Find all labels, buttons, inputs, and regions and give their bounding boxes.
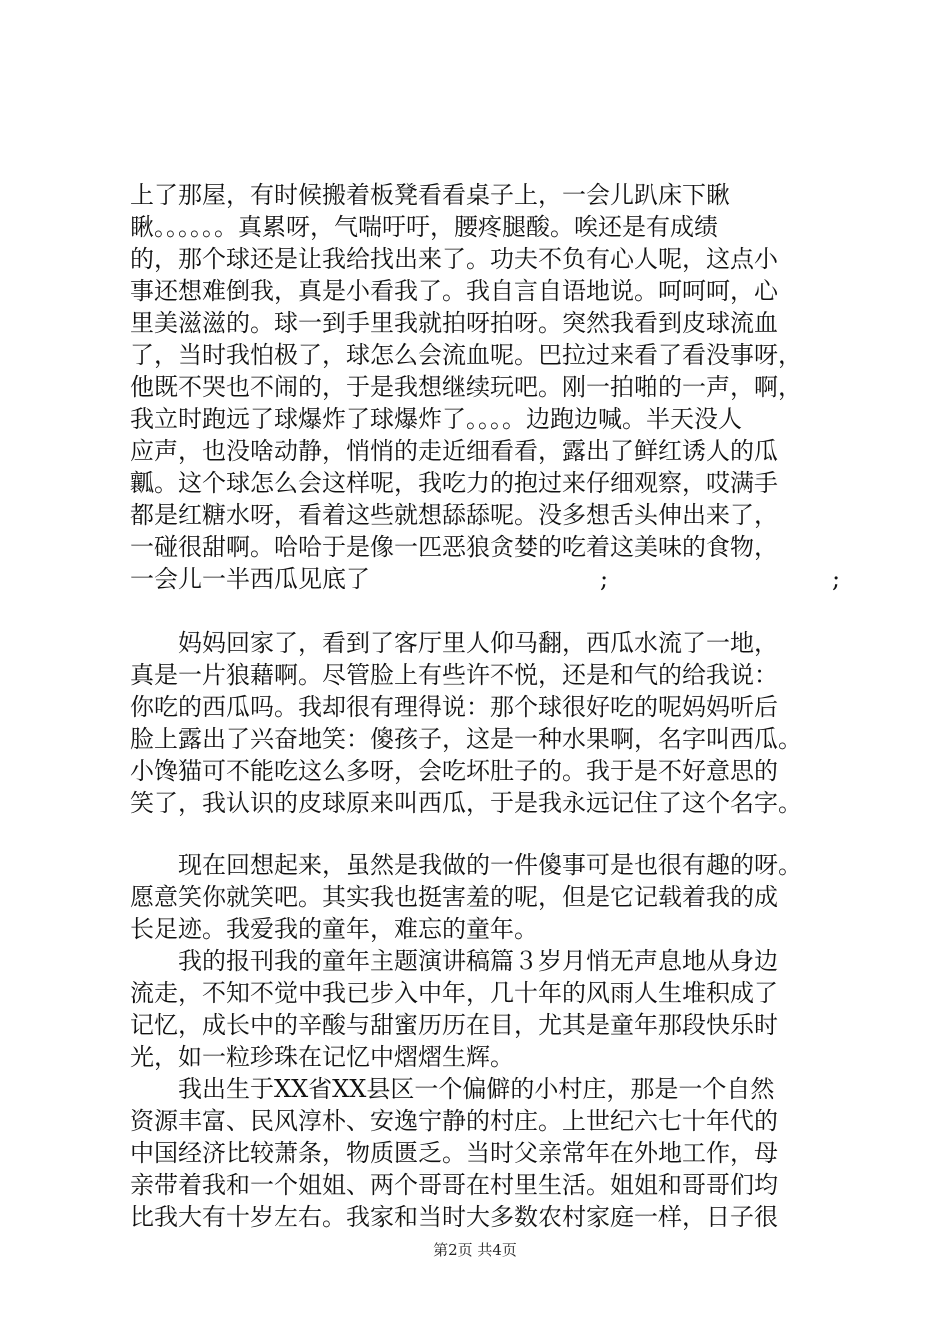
text-line: 的，那个球还是让我给找出来了。功夫不负有心人呢，这点小 bbox=[130, 245, 778, 273]
text-line: 笑了，我认识的皮球原来叫西瓜，于是我永远记住了这个名字。 bbox=[130, 789, 802, 817]
text-line: 你吃的西瓜吗。我却很有理得说：那个球很好吃的呢妈妈听后 bbox=[130, 693, 778, 721]
text-line: 中国经济比较萧条，物质匮乏。当时父亲常年在外地工作，母 bbox=[130, 1139, 778, 1167]
trailing-mark: ; bbox=[832, 565, 841, 593]
text-line: 我出生于XX省XX县区一个偏僻的小村庄，那是一个自然 bbox=[130, 1075, 775, 1103]
text-line: 瞅。。。。。。真累呀，气喘吁吁，腰疼腿酸。唉还是有成绩 bbox=[130, 213, 718, 241]
trailing-mark: ; bbox=[600, 565, 609, 593]
text-line: 资源丰富、民风淳朴、安逸宁静的村庄。上世纪六七十年代的 bbox=[130, 1107, 778, 1135]
text-line: 脸上露出了兴奋地笑：傻孩子，这是一种水果啊，名字叫西瓜。 bbox=[130, 725, 802, 753]
text-line: 一会儿一半西瓜见底了 bbox=[130, 565, 370, 593]
text-line: 应声，也没啥动静，悄悄的走近细看看，露出了鲜红诱人的瓜 bbox=[130, 437, 778, 465]
text-line: 比我大有十岁左右。我家和当时大多数农村家庭一样，日子很 bbox=[130, 1203, 778, 1231]
text-line: 我的报刊我的童年主题演讲稿篇３岁月悄无声息地从身边 bbox=[130, 947, 778, 975]
text-line: 长足迹。我爱我的童年，难忘的童年。 bbox=[130, 915, 538, 943]
text-line: 一碰很甜啊。哈哈于是像一匹恶狼贪婪的吃着这美味的食物， bbox=[130, 533, 778, 561]
text-line: 上了那屋，有时候搬着板凳看看桌子上，一会儿趴床下瞅 bbox=[130, 181, 730, 209]
text-line: 亲带着我和一个姐姐、两个哥哥在村里生活。姐姐和哥哥们均 bbox=[130, 1171, 778, 1199]
text-line: 现在回想起来，虽然是我做的一件傻事可是也很有趣的呀。 bbox=[130, 851, 802, 879]
text-line: 记忆，成长中的辛酸与甜蜜历历在目，尤其是童年那段快乐时 bbox=[130, 1011, 778, 1039]
text-line: 真是一片狼藉啊。尽管脸上有些许不悦，还是和气的给我说： bbox=[130, 661, 778, 689]
text-line: 事还想难倒我，真是小看我了。我自言自语地说。呵呵呵，心 bbox=[130, 277, 778, 305]
page-footer: 第2页 共4页 bbox=[433, 1241, 517, 1259]
text-line: 妈妈回家了，看到了客厅里人仰马翻，西瓜水流了一地， bbox=[130, 629, 778, 657]
text-line: 他既不哭也不闹的，于是我想继续玩吧。刚一拍啪的一声，啊， bbox=[130, 373, 802, 401]
text-line: 里美滋滋的。球一到手里我就拍呀拍呀。突然我看到皮球流血 bbox=[130, 309, 778, 337]
text-line: 瓤。这个球怎么会这样呢，我吃力的抱过来仔细观察，哎满手 bbox=[130, 469, 778, 497]
text-line: 小馋猫可不能吃这么多呀，会吃坏肚子的。我于是不好意思的 bbox=[130, 757, 778, 785]
text-line: 光，如一粒珍珠在记忆中熠熠生辉。 bbox=[130, 1043, 514, 1071]
text-line: 了，当时我怕极了，球怎么会流血呢。巴拉过来看了看没事呀， bbox=[130, 341, 802, 369]
text-line: 都是红糖水呀，看着这些就想舔舔呢。没多想舌头伸出来了， bbox=[130, 501, 778, 529]
text-line: 愿意笑你就笑吧。其实我也挺害羞的呢，但是它记载着我的成 bbox=[130, 883, 778, 911]
text-line: 我立时跑远了球爆炸了球爆炸了。。。。边跑边喊。半天没人 bbox=[130, 405, 742, 433]
text-line: 流走，不知不觉中我已步入中年，几十年的风雨人生堆积成了 bbox=[130, 979, 778, 1007]
